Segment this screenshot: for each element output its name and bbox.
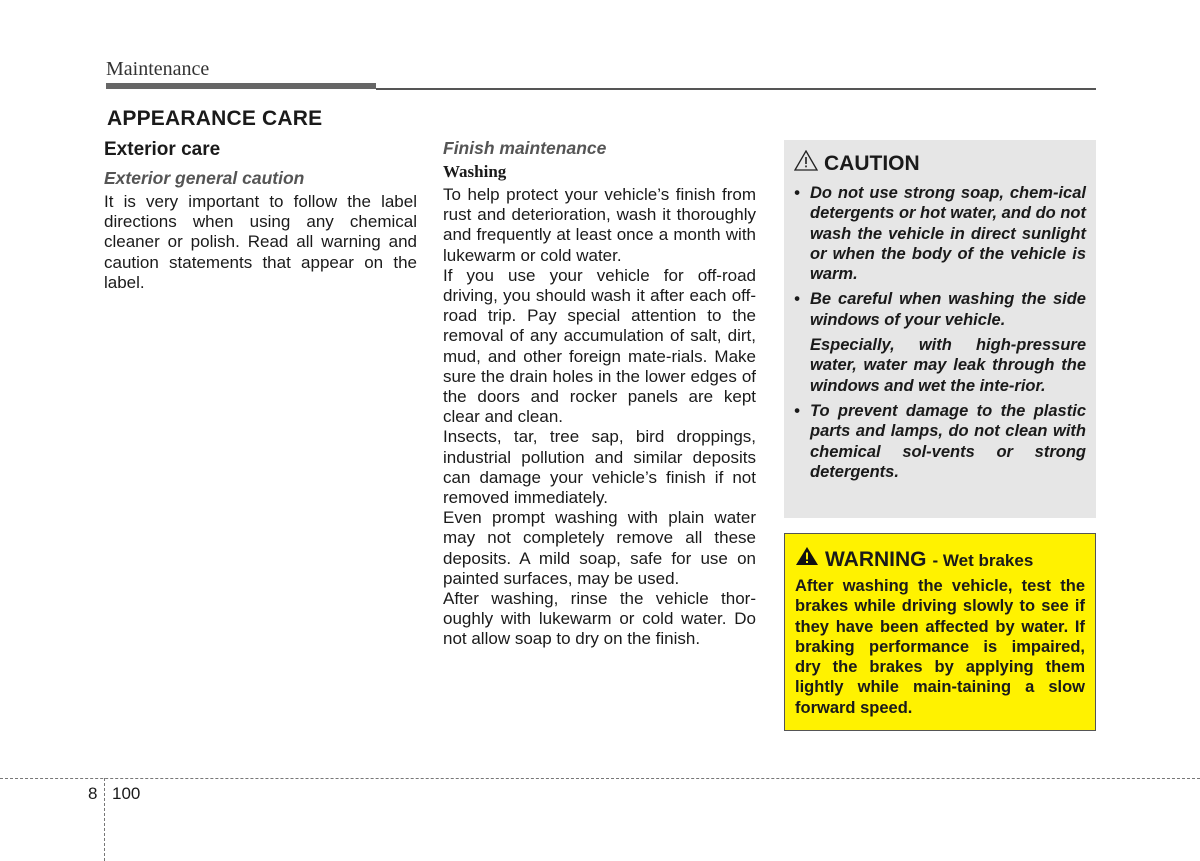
washing-paragraph: Insects, tar, tree sap, bird droppings, industrial pollution and similar deposits can damage your vehicle’s finish if not removed immediately. — [443, 427, 756, 508]
caution-title: CAUTION — [824, 151, 920, 175]
caution-triangle-icon — [794, 150, 818, 177]
header-rule-thick — [106, 83, 376, 89]
washing-paragraph: Even prompt washing with plain water may not completely remove all these deposits. A mild soap, safe for use on painted surfaces, may be used. — [443, 508, 756, 588]
warning-header — [795, 546, 1085, 572]
footer-dashed-line — [0, 778, 1200, 779]
chapter-number: 8 — [88, 784, 98, 803]
caution-item — [794, 289, 1086, 395]
caution-header — [794, 150, 1086, 177]
warning-subtitle: - Wet brakes — [932, 551, 1034, 570]
washing-paragraph: If you use your vehicle for off-road driving, you should wash it after each off-road trip. Pay special attention to the removal of any accumulation of salt, dirt, mud, and other foreign mate-rials. Make sure the drain holes in the lower edges of the doors and rocker panels are kept clear and clean. — [443, 265, 756, 427]
caution-item-text: To prevent damage to the plastic parts and lamps, do not clean with chemical sol-vents or strong detergents. — [810, 401, 1086, 481]
column-finish-maintenance — [443, 138, 756, 650]
warning-title: WARNING — [825, 548, 927, 571]
page-number: 100 — [112, 784, 141, 803]
exterior-general-caution-subheading: Exterior general caution — [104, 168, 305, 188]
warning-box — [784, 533, 1096, 731]
footer-divider — [104, 778, 105, 861]
finish-maintenance-subheading: Finish maintenance — [443, 138, 607, 158]
caution-list — [794, 183, 1086, 482]
caution-item-text-continued: Especially, with high-pressure water, water may leak through the windows and wet the inte-rior. — [810, 336, 1086, 395]
exterior-care-heading: Exterior care — [104, 139, 221, 160]
warning-triangle-icon — [795, 546, 819, 571]
page-title: APPEARANCE CARE — [107, 107, 323, 130]
washing-paragraph: After washing, rinse the vehicle thor-oughly with lukewarm or cold water. Do not allow soap to dry on the finish. — [443, 589, 756, 649]
section-label: Maintenance — [106, 58, 210, 80]
bullet: • — [794, 401, 800, 420]
bullet: • — [794, 290, 800, 309]
warning-text: After washing the vehicle, test the brakes while driving slowly to see if they have been affected by water. If braking performance is impaired, dry the brakes by applying them lightly while main-taining a slow forward speed. — [795, 577, 1085, 717]
washing-heading: Washing — [443, 162, 507, 181]
washing-paragraph: To help protect your vehicle’s finish from rust and deterioration, wash it thoroughly and frequently at least once a month with lukewarm or cold water. — [443, 185, 756, 265]
exterior-care-paragraph: It is very important to follow the label directions when using any chemical cleaner or polish. Read all warning and caution statements that appear on the label. — [104, 192, 417, 292]
caution-item — [794, 401, 1086, 482]
caution-item — [794, 183, 1086, 284]
caution-box — [784, 140, 1096, 518]
column-exterior-care — [104, 138, 417, 293]
bullet: • — [794, 184, 800, 202]
caution-item-text: Be careful when washing the side windows of your vehicle. — [810, 290, 1086, 329]
header-rule-thin — [376, 88, 1096, 90]
caution-item-text: Do not use strong soap, chem-ical detergents or hot water, and do not wash the vehicle in direct sunlight or when the body of the vehicle is warm. — [810, 184, 1086, 284]
